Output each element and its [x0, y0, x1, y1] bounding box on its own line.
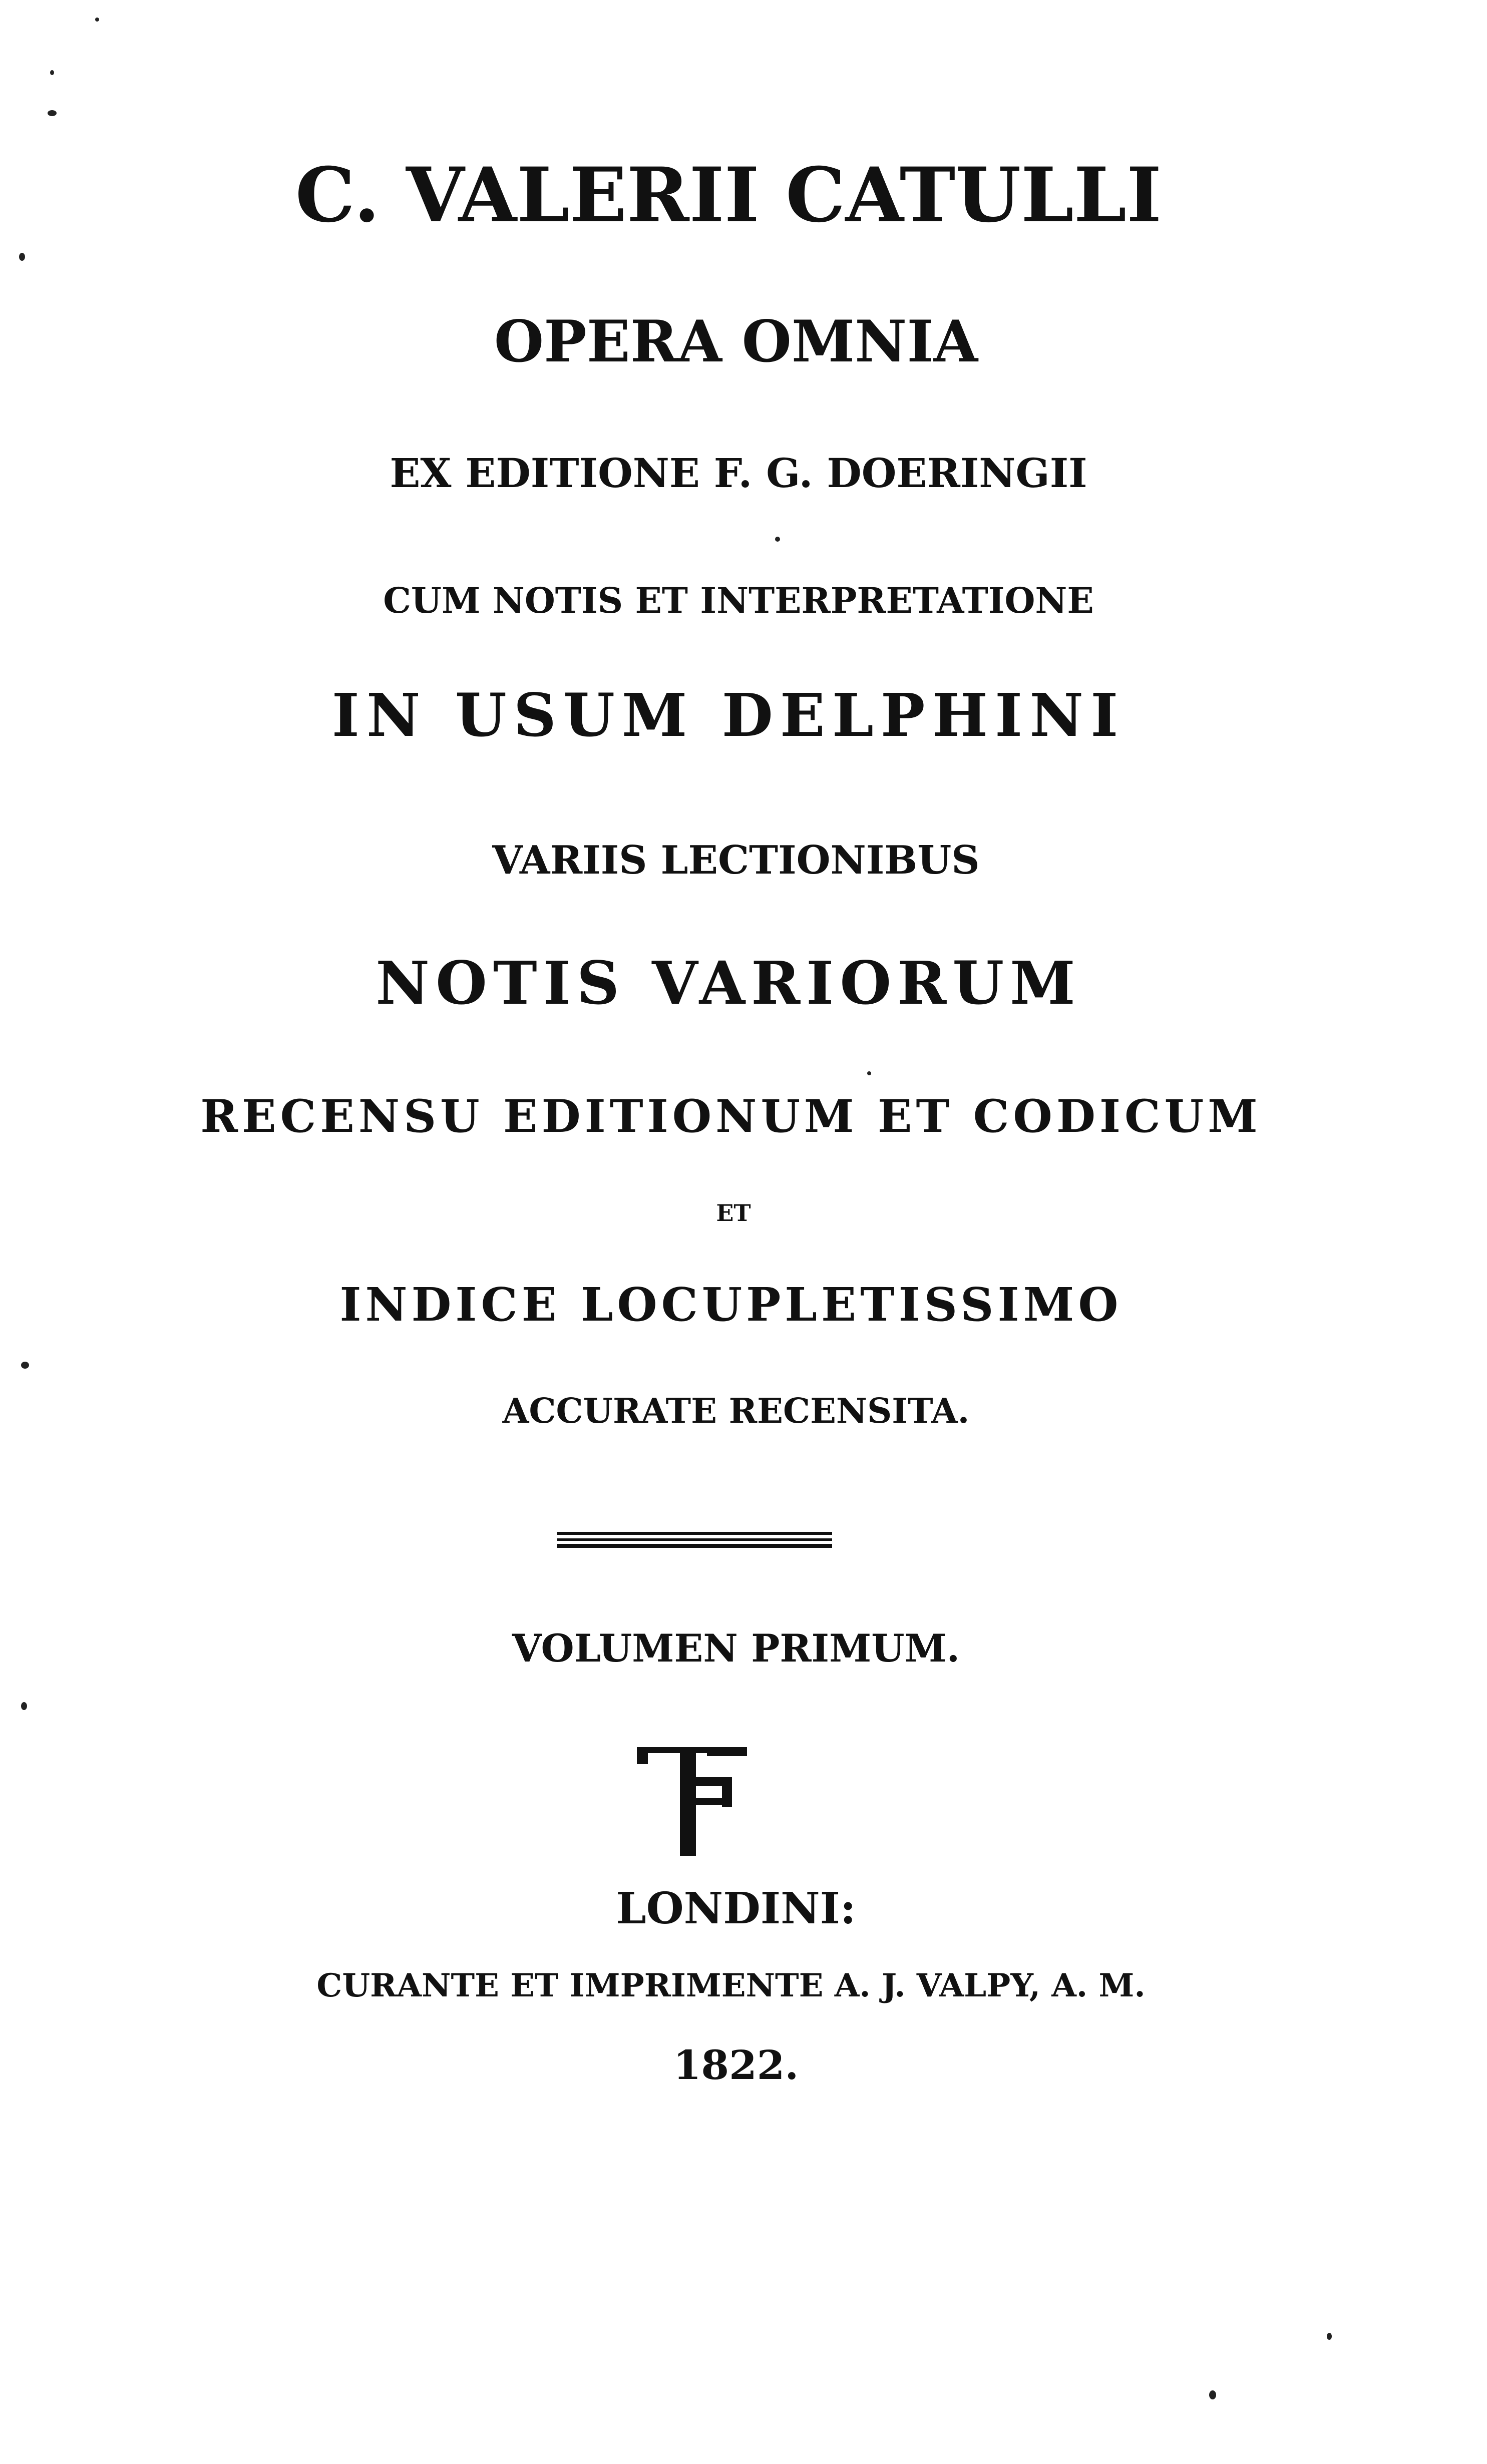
- printer-device-icon: [632, 1742, 752, 1857]
- census-line: RECENSU EDITIONUM ET CODICUM: [200, 1090, 1262, 1143]
- series-line: IN USUM DELPHINI: [331, 680, 1126, 750]
- place-line: LONDINI:: [616, 1883, 856, 1934]
- volume-line: VOLUMEN PRIMUM.: [512, 1626, 960, 1671]
- scan-speck: [1327, 2333, 1332, 2340]
- scan-speck: [21, 1362, 29, 1369]
- index-line: INDICE LOCUPLETISSIMO: [339, 1278, 1123, 1332]
- scan-speck: [21, 1702, 27, 1710]
- rule-line-bottom: [557, 1544, 832, 1548]
- scan-speck: [50, 70, 54, 75]
- scan-speck: [19, 253, 25, 261]
- scan-speck: [867, 1071, 871, 1075]
- notes-line: CUM NOTIS ET INTERPRETATIONE: [383, 580, 1094, 621]
- edition-line: EX EDITIONE F. G. DOERINGII: [390, 450, 1087, 497]
- variorum-line: NOTIS VARIORUM: [376, 948, 1081, 1018]
- rule-line-top: [557, 1532, 832, 1535]
- scan-speck: [95, 18, 99, 22]
- variants-line: VARIIS LECTIONIBUS: [492, 838, 980, 883]
- scan-speck: [48, 110, 57, 116]
- conjunction-line: ET: [716, 1199, 751, 1226]
- triple-rule: [557, 1532, 832, 1548]
- scan-speck: [775, 537, 780, 542]
- scan-speck: [1209, 2390, 1216, 2399]
- accurate-line: ACCURATE RECENSITA.: [502, 1391, 970, 1431]
- work-title: OPERA OMNIA: [494, 308, 978, 375]
- printer-line: CURANTE ET IMPRIMENTE A. J. VALPY, A. M.: [316, 1967, 1146, 2004]
- year-line: 1822.: [673, 2041, 799, 2089]
- author-title: C. VALERII CATULLI: [295, 151, 1162, 239]
- rule-line-middle: [557, 1538, 832, 1541]
